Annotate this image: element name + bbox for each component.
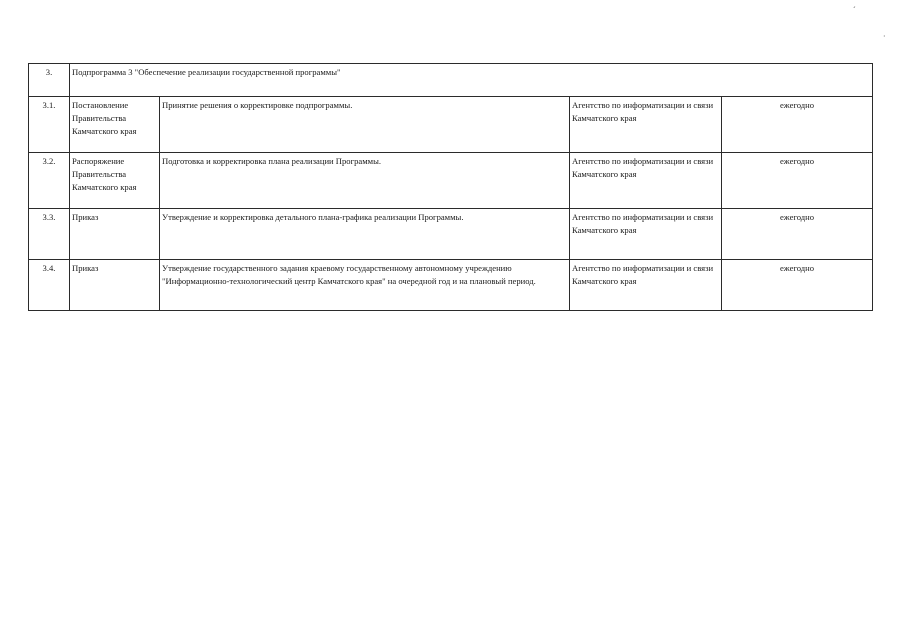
- row-number: 3.4.: [29, 260, 70, 311]
- table-row: [29, 153, 873, 209]
- row-responsible: Агентство по информатизации и связи Камчатского края: [570, 97, 722, 153]
- table-row: [29, 260, 873, 311]
- row-period: ежегодно: [722, 97, 873, 153]
- row-action: Подготовка и корректировка плана реализации Программы.: [160, 153, 570, 209]
- row-document-type: Распоряжение Правительства Камчатского края: [70, 153, 160, 209]
- section-title: Подпрограмма 3 "Обеспечение реализации государственной программы": [70, 64, 873, 97]
- row-document-type: Постановление Правительства Камчатского края: [70, 97, 160, 153]
- row-responsible: Агентство по информатизации и связи Камчатского края: [570, 260, 722, 311]
- section-header-row: [29, 64, 873, 97]
- row-action: Принятие решения о корректировке подпрограммы.: [160, 97, 570, 153]
- row-action: Утверждение государственного задания краевому государственному автономному учреждению "Информационно-технологический центр Камчатского края" на очередной год и на плановый период.: [160, 260, 570, 311]
- row-period: ежегодно: [722, 209, 873, 260]
- row-number: 3.3.: [29, 209, 70, 260]
- row-document-type: Приказ: [70, 209, 160, 260]
- table-row: [29, 209, 873, 260]
- row-period: ежегодно: [722, 153, 873, 209]
- table-row: [29, 97, 873, 153]
- row-responsible: Агентство по информатизации и связи Камчатского края: [570, 209, 722, 260]
- row-number: 3.1.: [29, 97, 70, 153]
- scan-mark: ·: [883, 32, 886, 41]
- row-document-type: Приказ: [70, 260, 160, 311]
- program-table: [28, 63, 873, 311]
- row-number: 3.2.: [29, 153, 70, 209]
- row-period: ежегодно: [722, 260, 873, 311]
- section-number: 3.: [29, 64, 70, 97]
- row-action: Утверждение и корректировка детального плана-графика реализации Программы.: [160, 209, 570, 260]
- row-responsible: Агентство по информатизации и связи Камчатского края: [570, 153, 722, 209]
- scan-mark: ˊ: [852, 6, 856, 15]
